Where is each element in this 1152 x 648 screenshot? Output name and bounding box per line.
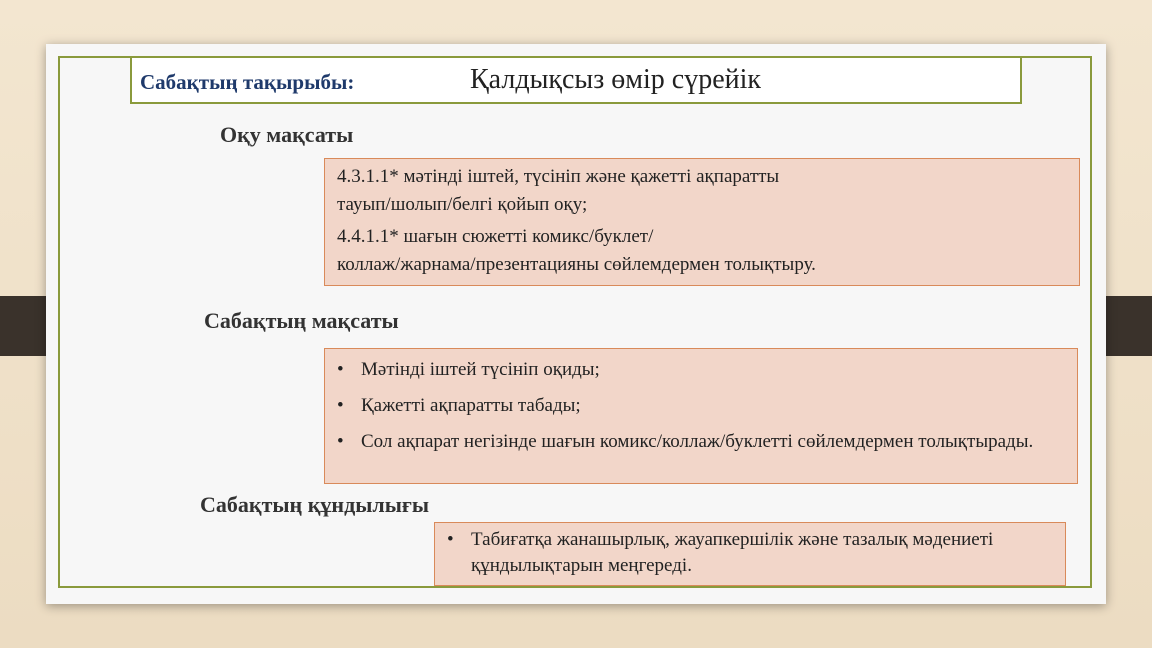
list-item bbox=[333, 393, 1065, 419]
lesson-values-list bbox=[443, 527, 1053, 579]
list-item bbox=[333, 357, 1065, 383]
lesson-goals-heading: Сабақтың мақсаты bbox=[204, 308, 399, 333]
objective-line: тауып/шолып/белгі қойып оқу; bbox=[337, 194, 588, 215]
lesson-values-box bbox=[434, 522, 1066, 586]
lesson-values-heading: Сабақтың құндылығы bbox=[200, 492, 430, 517]
lesson-goals-list bbox=[333, 357, 1065, 455]
bullet-icon: • bbox=[337, 395, 344, 416]
bullet-icon: • bbox=[337, 359, 344, 380]
topic-value: Қалдықсыз өмір сүрейік bbox=[470, 64, 762, 95]
topic-box bbox=[130, 56, 1022, 104]
objective-line: 4.3.1.1* мәтінді іштей, түсініп және қажетті ақпаратты bbox=[337, 166, 780, 187]
lesson-goals-box bbox=[324, 348, 1078, 484]
list-item-text: Табиғатқа жанашырлық, жауапкершілік және тазалық мәдениеті құндылықтарын меңгереді. bbox=[471, 529, 994, 576]
list-item-text: Мәтінді іштей түсініп оқиды; bbox=[361, 359, 600, 380]
slide bbox=[46, 44, 1106, 604]
objective-line: 4.4.1.1* шағын сюжетті комикс/буклет/ bbox=[337, 226, 654, 247]
bullet-icon: • bbox=[337, 431, 344, 452]
list-item bbox=[443, 527, 1053, 579]
list-item-text: Қажетті ақпаратты табады; bbox=[361, 395, 581, 416]
list-item-text: Сол ақпарат негізінде шағын комикс/коллаж/буклетті сөйлемдермен толықтырады. bbox=[361, 431, 1034, 452]
list-item bbox=[333, 429, 1065, 455]
topic-label: Сабақтың тақырыбы: bbox=[140, 70, 355, 94]
learning-objectives-heading: Оқу мақсаты bbox=[220, 122, 354, 147]
bullet-icon: • bbox=[447, 529, 454, 550]
learning-objectives-box bbox=[324, 158, 1080, 286]
objective-line: коллаж/жарнама/презентацияны сөйлемдермен толықтыру. bbox=[337, 254, 816, 275]
